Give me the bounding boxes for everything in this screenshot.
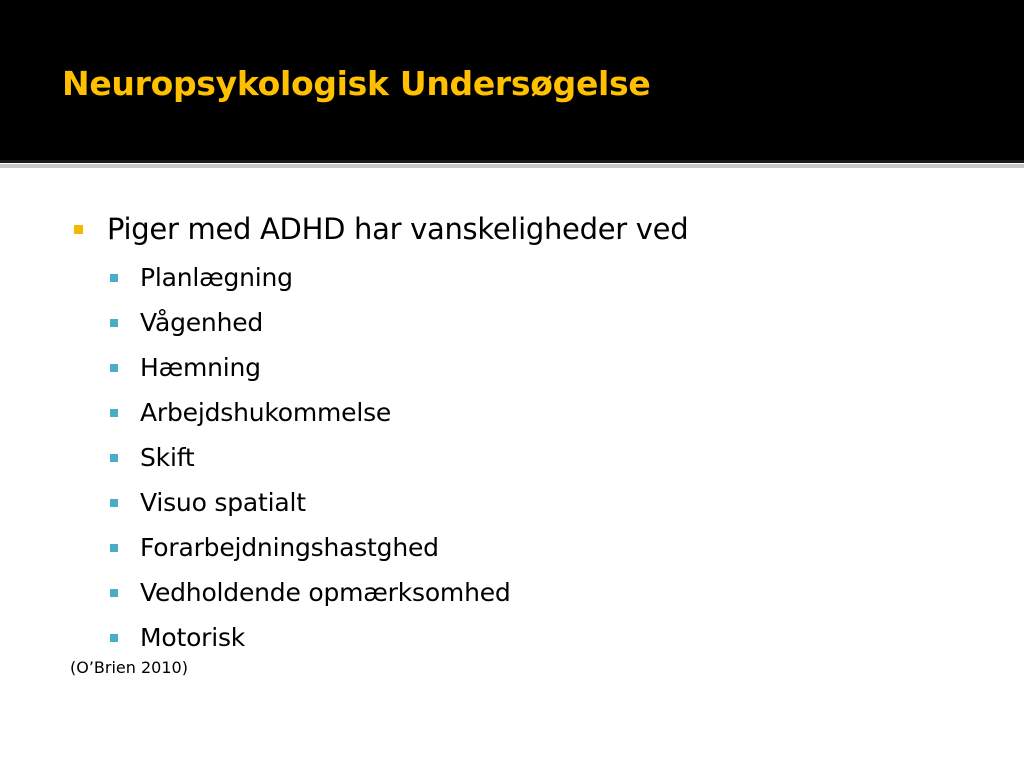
sub-bullet-list [110, 255, 511, 660]
sub-bullet-text: Vågenhed [140, 308, 264, 337]
citation: (O’Brien 2010) [70, 658, 188, 677]
sub-bullet-text: Vedholdende opmærksomhed [140, 578, 511, 607]
square-bullet-icon [110, 454, 118, 462]
sub-bullet-text: Skift [140, 443, 195, 472]
main-bullet [74, 207, 688, 251]
sub-bullet [110, 435, 511, 480]
main-bullet-text: Piger med ADHD har vanskeligheder ved [107, 212, 689, 246]
sub-bullet-text: Visuo spatialt [140, 488, 306, 517]
sub-bullet [110, 615, 511, 660]
sub-bullet [110, 255, 511, 300]
square-bullet-icon [110, 499, 118, 507]
slide-title: Neuropsykologisk Undersøgelse [62, 64, 651, 103]
sub-bullet-text: Forarbejdningshastghed [140, 533, 439, 562]
square-bullet-icon [110, 274, 118, 282]
square-bullet-icon [110, 319, 118, 327]
sub-bullet [110, 480, 511, 525]
square-bullet-icon [110, 409, 118, 417]
square-bullet-icon [110, 589, 118, 597]
sub-bullet [110, 525, 511, 570]
sub-bullet [110, 345, 511, 390]
square-bullet-icon [110, 634, 118, 642]
sub-bullet-text: Motorisk [140, 623, 246, 652]
sub-bullet-text: Arbejdshukommelse [140, 398, 392, 427]
sub-bullet [110, 390, 511, 435]
sub-bullet-text: Planlægning [140, 263, 293, 292]
sub-bullet [110, 570, 511, 615]
square-bullet-icon [74, 225, 83, 234]
sub-bullet [110, 300, 511, 345]
sub-bullet-text: Hæmning [140, 353, 261, 382]
square-bullet-icon [110, 364, 118, 372]
square-bullet-icon [110, 544, 118, 552]
